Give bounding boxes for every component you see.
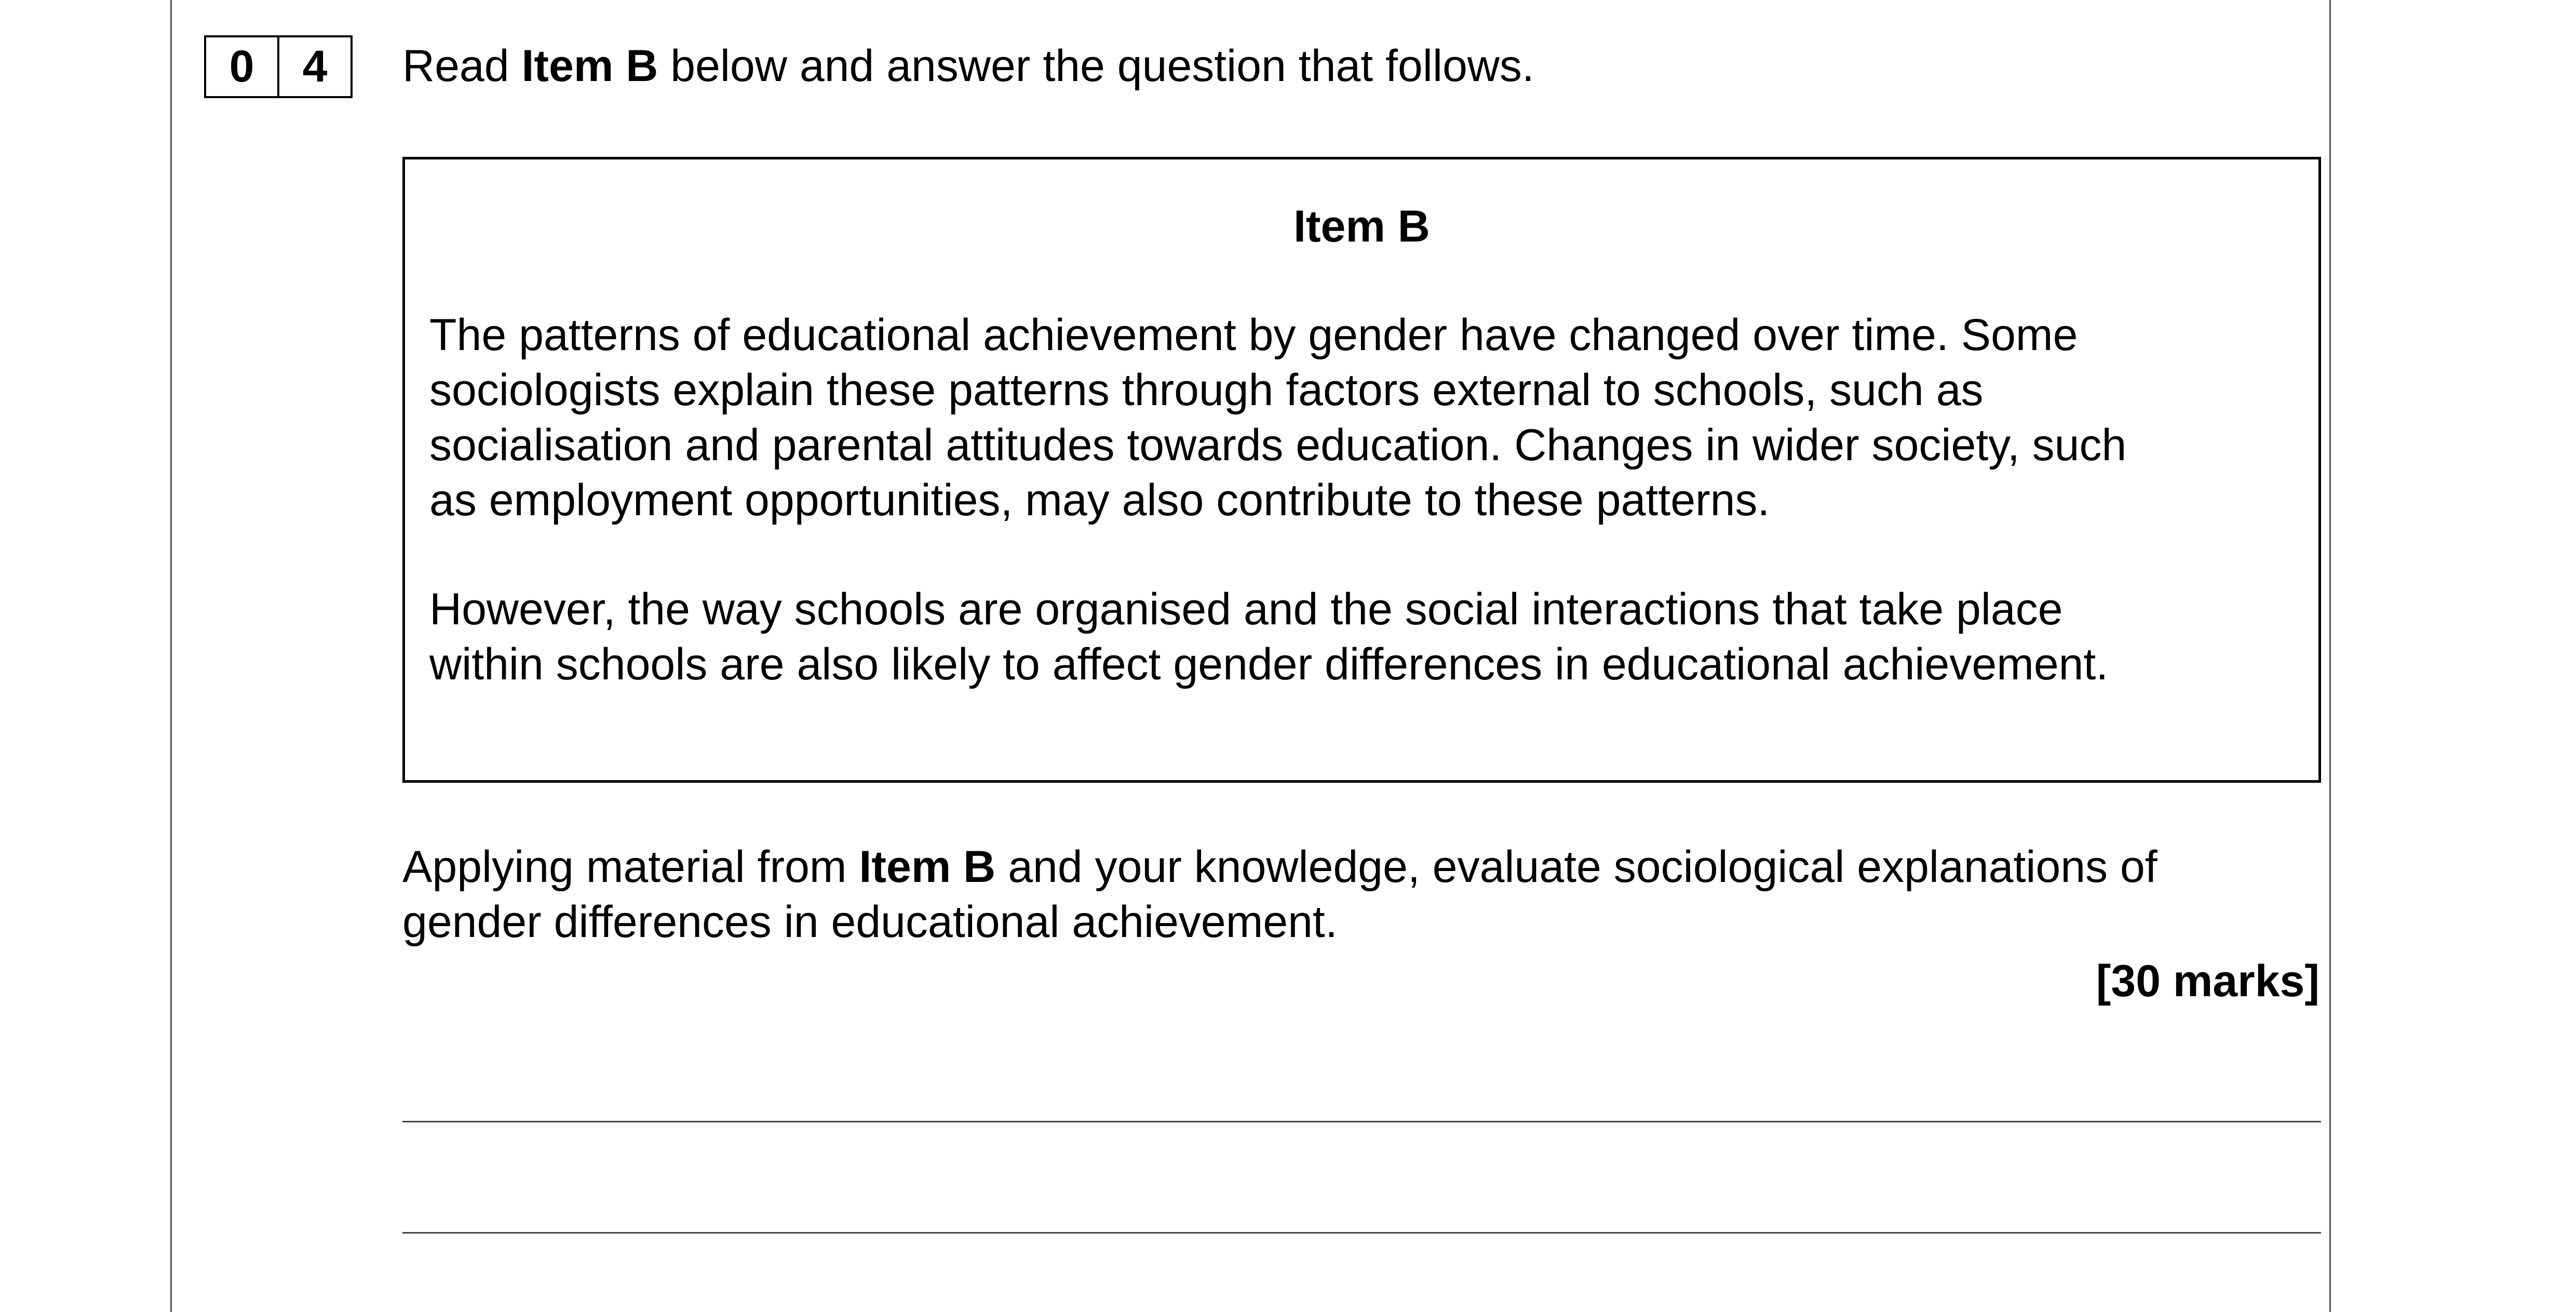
question-line-2: gender differences in educational achievement. xyxy=(402,897,1338,947)
paragraph-1-line: socialisation and parental attitudes towards education. Changes in wider society, such xyxy=(429,420,2127,470)
item-paragraph-1 xyxy=(429,307,2126,528)
question-number-digit-1: 0 xyxy=(229,42,254,91)
item-b-box xyxy=(402,157,2321,783)
instruction-prefix: Read xyxy=(402,41,522,91)
paragraph-2-line: within schools are also likely to affect gender differences in educational achievement. xyxy=(429,639,2109,689)
question-suffix: and your knowledge, evaluate sociological explanations of xyxy=(995,842,2157,892)
instruction-text xyxy=(402,38,1534,93)
question-number-digit-2: 4 xyxy=(277,37,350,96)
right-margin-line xyxy=(2329,0,2331,1312)
paragraph-1-line: sociologists explain these patterns through factors external to schools, such as xyxy=(429,365,1984,415)
paragraph-1-line: The patterns of educational achievement by gender have changed over time. Some xyxy=(429,310,2078,360)
question-text xyxy=(402,839,2157,949)
item-title: Item B xyxy=(1293,202,1430,251)
question-line-1 xyxy=(402,839,2157,894)
question-item-ref: Item B xyxy=(859,842,996,892)
instruction-item-ref: Item B xyxy=(521,41,658,91)
instruction-suffix: below and answer the question that follows. xyxy=(658,41,1534,91)
question-prefix: Applying material from xyxy=(402,842,859,892)
marks-label: [30 marks] xyxy=(2096,956,2319,1006)
item-paragraph-2 xyxy=(429,582,2108,692)
paragraph-1-line: as employment opportunities, may also contribute to these patterns. xyxy=(429,475,1770,525)
answer-line[interactable] xyxy=(402,1121,2321,1122)
answer-line[interactable] xyxy=(402,1232,2321,1234)
paragraph-2-line: However, the way schools are organised and the social interactions that take place xyxy=(429,584,2063,634)
left-margin-line xyxy=(170,0,172,1312)
question-number-box xyxy=(204,35,353,98)
